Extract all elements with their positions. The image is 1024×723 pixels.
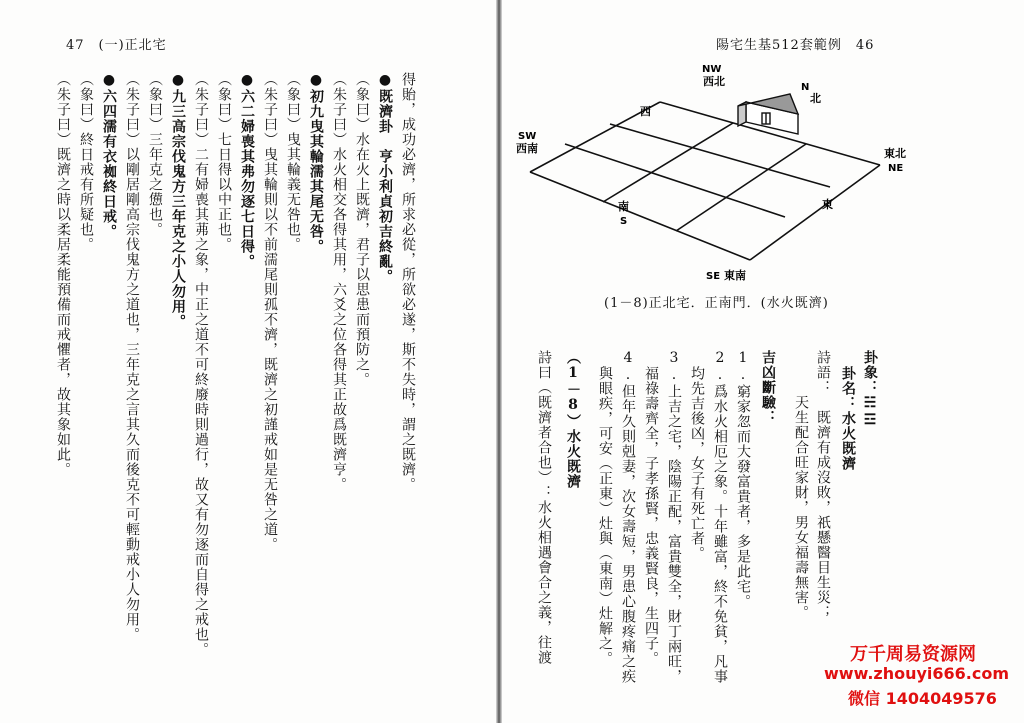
text-column: 得貽，成功必濟，所求必從，所欲必遂，斯不失時，謂之既濟。 [400,72,416,492]
label-s-cn: 南 [618,200,629,213]
label-se: SE [706,271,721,282]
house-grid-diagram [510,62,910,294]
verdict-item: 4.但年久則剋妻，次女壽短，男患心腹疼痛之疾 [620,350,636,684]
verdict-item: 與眼疾，可安（正東）灶與（東南）灶解之。 [597,366,613,666]
line-heading: ●六四濡有衣袽終日戒。 [101,72,117,239]
right-page-header: 陽宅生基512套範例 46 [716,38,875,53]
label-ne: NE [888,163,904,174]
label-s: S [620,216,628,227]
label-w-cn: 西 [640,105,651,118]
watermark-line-3: 微信 1404049576 [848,689,997,708]
watermark-line-2: www.zhouyi666.com [824,664,1010,683]
house-icon [738,94,798,134]
label-n-cn: 北 [810,92,821,105]
poem-line: 天生配合旺家財，男女福壽無害。 [793,350,809,620]
left-page-header: 47 (一)正北宅 [66,38,167,53]
section-heading: （1－8）水火既濟 [565,350,581,489]
text-column: （象曰）曳其輪義无咎也。 [285,72,301,252]
text-column: （象曰）七日得以中正也。 [216,72,232,252]
text-column: （朱子曰）以剛居剛高宗伐鬼方之道也，三年克之言其久而後克不可輕動戒小人勿用。 [124,72,140,642]
verdict-heading: 吉凶斷驗： [760,350,776,425]
poem-intro: 詩曰（既濟者合也）：水火相遇會合之義，往渡 [536,350,552,665]
diagram-caption: (1－8)正北宅．正南門．(水火既濟) [604,296,829,311]
watermark-line-1: 万千周易资源网 [850,644,976,665]
hexagram-symbol: 卦象：☵☲ [862,350,878,429]
text-column: （象曰）水在火上既濟，君子以思患而預防之。 [354,72,370,387]
verdict-item: 1.窮家忽而大發富貴者，多是此宅。 [735,350,751,609]
label-se-cn: 東南 [724,269,746,282]
label-sw: SW [518,131,537,142]
text-column: （朱子曰）曳其輪則以不前濡尾則孤不濟，既濟之初謹戒如是无咎之道。 [262,72,278,552]
label-nw: NW [702,64,722,75]
text-column: （象曰）終日戒有所疑也。 [78,72,94,252]
verdict-item: 均先吉後凶，女子有死亡者。 [689,366,705,561]
line-heading: ●六二婦喪其弗勿逐七日得。 [239,72,255,269]
label-nw-cn: 西北 [703,75,725,88]
label-ne-cn: 東北 [884,147,906,160]
hexagram-heading: ●既濟卦 亨小利貞初吉終亂。 [377,72,393,284]
verdict-item: 福祿壽齊全，子孝孫賢，忠義賢良，生四子。 [643,366,659,666]
label-n: N [801,82,810,93]
line-heading: ●九三高宗伐鬼方三年克之小人勿用。 [170,72,186,329]
text-column: （朱子曰）既濟之時以柔居柔能預備而戒懼者，故其象如此。 [55,72,71,477]
text-column: （朱子曰）二有婦喪其茀之象，中正之道不可終廢時則過行，故又有勿逐而自得之戒也。 [193,72,209,657]
book-spine [496,0,502,723]
grid-lines [530,102,880,260]
verdict-item: 3.上吉之宅，陰陽正配，富貴雙全，財丁兩旺， [666,350,682,684]
line-heading: ●初九曳其輪濡其尾无咎。 [308,72,324,254]
hexagram-name: 卦名：水火既濟 [840,366,856,471]
label-sw-cn: 西南 [516,142,538,155]
label-e-cn: 東 [822,198,833,211]
poem-line: 詩語： 既濟有成沒敗，祇懸醫目生災； [815,350,831,620]
verdict-item: 2.爲水火相厄之象。十年雖富，終不免貧，凡事 [712,350,728,684]
text-column: （朱子曰）水火相交各得其用，六爻之位各得其正故爲既濟亨。 [331,72,347,492]
text-column: （象曰）三年克之憊也。 [147,72,163,237]
